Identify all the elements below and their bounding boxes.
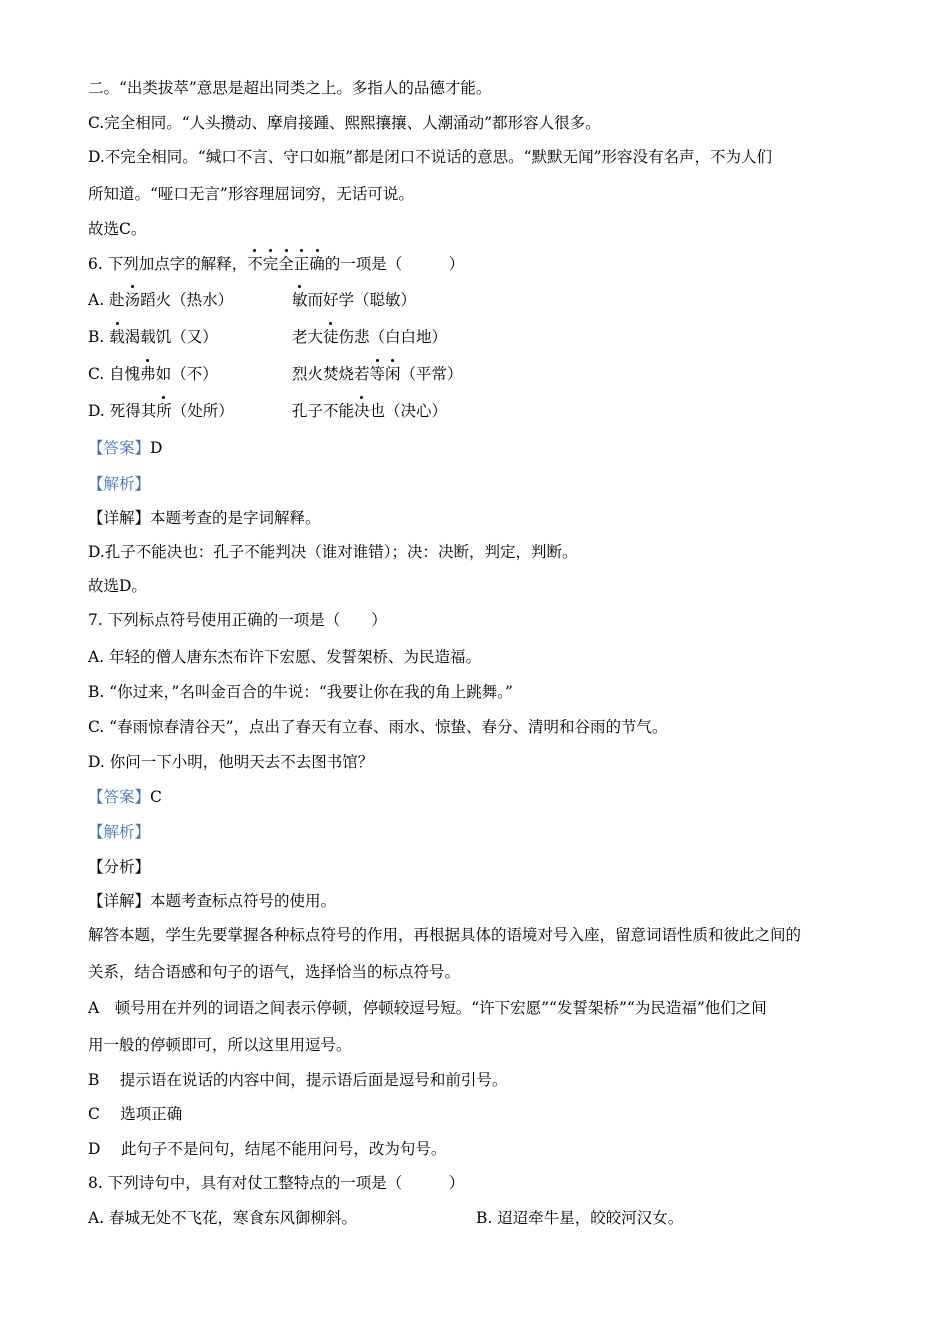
text-line: C.完全相同。“人头攒动、摩肩接踵、熙熙攘攘、人潮涌动”都形容人很多。 xyxy=(88,114,601,132)
option-c-right: 烈火焚烧若等闲（平常） xyxy=(292,365,463,383)
detail-line: 【详解】本题考查标点符号的使用。 xyxy=(88,892,337,910)
text-line: D 此句子不是问句，结尾不能用问号，改为句号。 xyxy=(88,1140,447,1158)
option-d-right: 孔子不能决也（决心） xyxy=(292,402,448,420)
question-7-stem: 7. 下列标点符号使用正确的一项是（ ） xyxy=(88,611,387,629)
option-d: D. 你问一下小明，他明天去不去图书馆？ xyxy=(88,753,374,771)
question-6-stem xyxy=(88,254,464,274)
option-a: A. 年轻的僧人唐东杰布许下宏愿、发誓架桥、为民造福。 xyxy=(88,648,482,666)
answer-tag: 【答案】 xyxy=(88,788,151,806)
dotted-char: 确 xyxy=(309,255,325,273)
answer-line xyxy=(88,787,162,807)
option-b: B. “你过来，”名叫金百合的牛说：“我要让你在我的角上跳舞。” xyxy=(88,683,513,701)
answer-value: C xyxy=(150,788,162,806)
text-line: 所知道。“哑口无言”形容理屈词穷，无话可说。 xyxy=(88,185,414,203)
option-b-left: B. 载渴载饥（又） xyxy=(88,328,218,346)
stem-text: 6. 下列加点字的解释， xyxy=(88,255,248,273)
option-b-right: 老大徒伤悲（白白地） xyxy=(292,328,448,346)
analysis-tag: 【解析】 xyxy=(88,823,151,841)
dotted-char: 完 xyxy=(262,255,279,273)
fenxi-tag: 【分析】 xyxy=(88,858,151,876)
answer-value: D xyxy=(150,439,163,457)
text-line: 关系，结合语感和句子的语气，选择恰当的标点符号。 xyxy=(88,963,461,981)
option-c: C. “春雨惊春清谷天”，点出了春天有立春、雨水、惊蛰、春分、清明和谷雨的节气。 xyxy=(88,718,668,736)
option-d-left: D. 死得其所（处所） xyxy=(88,402,234,420)
text-line: A 顿号用在并列的词语之间表示停顿，停顿较逗号短。“许下宏愿”“发誓架桥”“为民造福”他们之间 xyxy=(88,999,767,1017)
question-8-stem: 8. 下列诗句中，具有对仗工整特点的一项是（ ） xyxy=(88,1174,465,1192)
dotted-text xyxy=(247,255,325,273)
option-a-left: A. 赴汤蹈火（热水） xyxy=(88,291,234,309)
option-a: A. 春城无处不飞花，寒食东风御柳斜。 xyxy=(88,1209,358,1227)
dotted-char: 等 xyxy=(369,365,386,383)
option-c-left: C. 自愧弗如（不） xyxy=(88,365,218,383)
answer-tag: 【答案】 xyxy=(88,439,151,457)
answer-line xyxy=(88,438,162,458)
stem-text: 的一项是（ ） xyxy=(324,255,465,273)
analysis-tag: 【解析】 xyxy=(88,475,151,493)
conclusion-line: 故选D。 xyxy=(88,577,147,595)
dotted-char: 全 xyxy=(278,255,294,273)
text-line: 用一般的停顿即可，所以这里用逗号。 xyxy=(88,1036,352,1054)
dotted-char: 不 xyxy=(247,255,263,273)
text-line: 故选C。 xyxy=(88,220,147,238)
option-a-right: 敏而好学（聪敏） xyxy=(292,291,417,309)
option-b: B. 迢迢牵牛星，皎皎河汉女。 xyxy=(476,1209,684,1227)
text-line: C 选项正确 xyxy=(88,1105,183,1123)
detail-line: 【详解】本题考查的是字词解释。 xyxy=(88,509,321,527)
detail-line: D.孔子不能决也：孔子不能判决（谁对谁错）；决：决断，判定，判断。 xyxy=(88,543,578,561)
text-line: B 提示语在说话的内容中间，提示语后面是逗号和前引号。 xyxy=(88,1071,508,1089)
text-line: 解答本题，学生先要掌握各种标点符号的作用，再根据具体的语境对号入座，留意词语性质和彼此之间的 xyxy=(88,926,802,944)
dotted-char: 正 xyxy=(293,255,310,273)
text-line: D.不完全相同。“缄口不言、守口如瓶”都是闭口不说话的意思。“默默无闻”形容没有名声，不为人们 xyxy=(88,148,773,166)
text-line: 二。“出类拔萃”意思是超出同类之上。多指人的品德才能。 xyxy=(88,79,492,97)
dotted-char: 闲 xyxy=(385,365,401,383)
